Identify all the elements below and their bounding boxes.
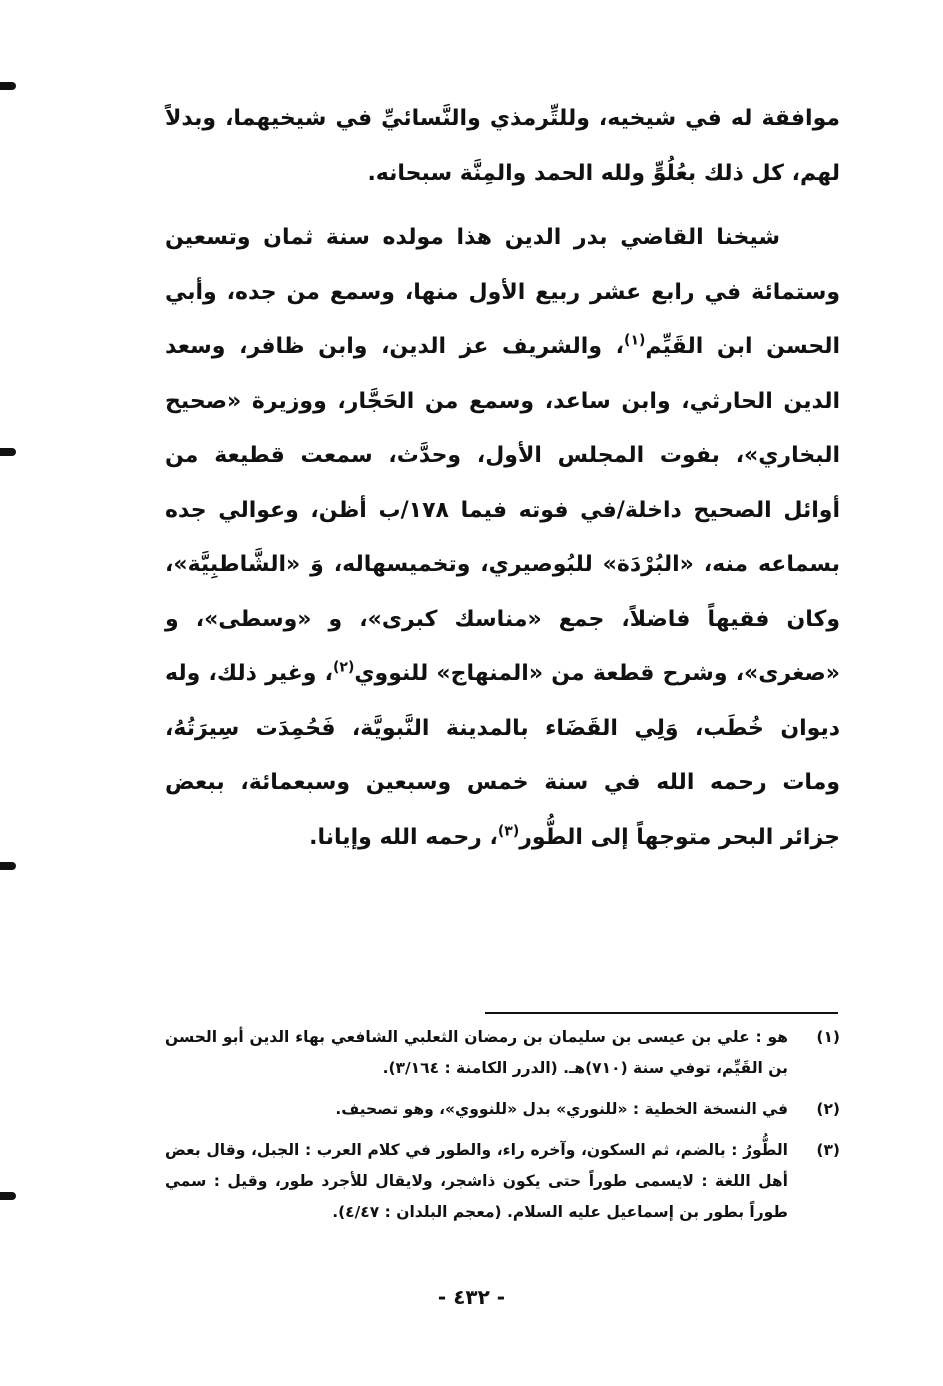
footnote-number: (٣): [816, 1141, 840, 1159]
main-text: [165, 92, 840, 865]
paragraph-2: [165, 211, 840, 865]
paragraph-2-text-a: شيخنا القاضي بدر الدين هذا مولده سنة ثمان وتسعين وستمائة في رابع عشر ربيع الأول منها، وسمع من جده، وأبي الحسن ابن القَيِّم: [165, 225, 840, 359]
manuscript-folio-marker: ١٧٨/ب: [378, 497, 449, 523]
paragraph-2-text-e: ، رحمه الله وإيانا.: [309, 824, 498, 850]
footnote-text: في النسخة الخطية : «للنوري» بدل «للنووي»، وهو تصحيف.: [335, 1100, 788, 1118]
footnote-text: هو : علي بن عيسى بن سليمان بن رمضان الثعلبي الشافعي بهاء الدين أبو الحسن بن القَيِّم، توفي سنة (٧١٠)هـ. (الدرر الكامنة : ٣/١٦٤).: [165, 1028, 788, 1077]
footnote-number: (١): [816, 1028, 840, 1046]
paragraph-2-text-b: ، والشريف عز الدين، وابن ظافر، وسعد الدين الحارثي، وابن ساعد، وسمع من الحَجَّار، ووزيرة «صحيح البخاري»، بفوت المجلس الأول، وحدَّث، سمعت قطيعة من أوائل الصحيح داخلة/في فوته فيما: [165, 334, 840, 523]
footnote-text: الطُّورُ : بالضم، ثم السكون، وآخره راء، والطور في كلام العرب : الجبل، وقال بعض أهل اللغة : لايسمى طوراً حتى يكون ذاشجر، ولايقال للأجرد طور، وقيل : سمي طوراً بطور بن إسماعيل عليه السلام. (معجم البلدان : ٤/٤٧).: [165, 1141, 788, 1221]
scan-margin-mark: [0, 448, 16, 456]
footnote-2: [165, 1094, 840, 1125]
paragraph-2-text-c: أظن، وعوالي جده بسماعه منه، «البُرْدَة» للبُوصيري، وتخميسهاله، وَ «الشَّاطبِيَّة»، وكان فقيهاً فاضلاً، جمع «مناسك كبرى»، و «وسطى»، و «صغرى»، وشرح قطعة من «المنهاج» للنووي: [165, 497, 841, 686]
footnote-number: (٢): [816, 1100, 840, 1118]
footnote-ref-3: (٣): [497, 823, 520, 840]
footnote-3: [165, 1135, 840, 1228]
page-number: - ٤٣٢ -: [437, 1285, 506, 1309]
footnote-separator: [485, 1012, 838, 1014]
footnotes: [165, 1022, 840, 1238]
scan-margin-mark: [0, 82, 16, 90]
scan-margin-mark: [0, 1192, 16, 1200]
paragraph-1: موافقة له في شيخيه، وللتِّرمذي والنَّسائيِّ في شيخيهما، وبدلاً لهم، كل ذلك بعُلُوٍّ ولله الحمد والمِنَّة سبحانه.: [165, 106, 840, 186]
paragraph-2-text-d: ، وغير ذلك، وله ديوان خُطَب، وَلِي القَضَاء بالمدينة النَّبويَّة، فَحُمِدَت سِيرَتُهُ، ومات رحمه الله في سنة خمس وسبعين وسبعمائة، ببعض جزائر البحر متوجهاً إلى الطُّور: [165, 661, 840, 850]
footnote-ref-2: (٢): [333, 659, 355, 676]
scan-margin-mark: [0, 862, 16, 870]
footnote-1: [165, 1022, 840, 1084]
footnote-ref-1: (١): [624, 332, 646, 349]
